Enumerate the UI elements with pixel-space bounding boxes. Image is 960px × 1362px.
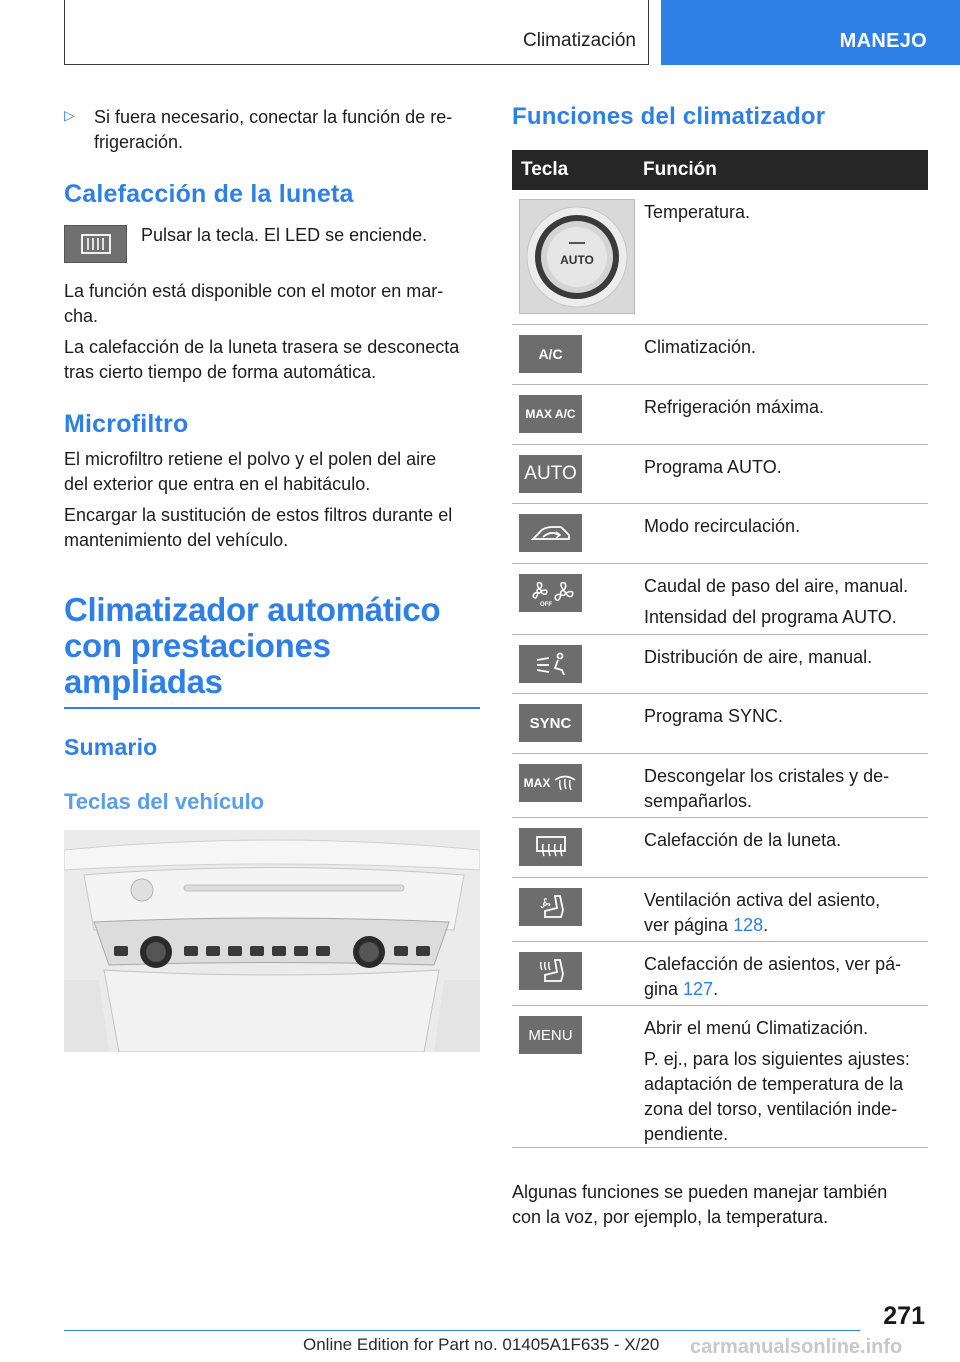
max-defrost-icon [519, 764, 582, 802]
seat-heating-icon [519, 952, 582, 990]
svg-text:OFF: OFF [539, 602, 552, 607]
text-line: Encargar la sustitución de estos filtros durante el [64, 505, 453, 525]
table-row [512, 445, 928, 504]
heading-vehicle-keys: Teclas del vehículo [64, 789, 265, 814]
table-header [512, 150, 928, 190]
row-text-line: pendiente. [644, 1124, 729, 1144]
row-text-line: Calefacción de asientos, ver pá- [644, 954, 902, 974]
chapter-tab[interactable] [661, 0, 960, 65]
row-icon-label: MAX A/C [525, 407, 576, 421]
heading-sumario: Sumario [64, 734, 158, 760]
heading-climate-functions: Funciones del climatizador [512, 103, 826, 130]
row-icon-label: SYNC [529, 714, 572, 732]
rear-defrost-key-icon [64, 225, 127, 263]
row-icon-label: AUTO [560, 252, 594, 267]
footer-divider [64, 1330, 860, 1331]
row-text-line: Caudal de paso del aire, manual. [644, 576, 909, 596]
rear-defrost-icon [519, 828, 582, 866]
recirculation-icon [519, 514, 582, 552]
row-text-line: ver página 128. [644, 915, 769, 935]
row-text-line: sempañarlos. [644, 791, 753, 811]
heading-line: Climatizador automático [64, 591, 441, 628]
row-text-line: Descongelar los cristales y de- [644, 766, 890, 786]
page-number: 271 [883, 1302, 925, 1330]
chapter-heading [64, 592, 480, 700]
text-line: cha. [64, 306, 99, 326]
row-text: Calefacción de la luneta. [644, 830, 842, 850]
table-row [512, 1006, 928, 1148]
table-row [512, 325, 928, 385]
ac-icon [519, 335, 582, 373]
row-text: Programa AUTO. [644, 457, 782, 477]
page-link-128[interactable]: 128 [733, 915, 764, 935]
row-text: Refrigeración máxima. [644, 397, 825, 417]
bullet-text-line-1: Si fuera necesario, conectar la función de re- [94, 107, 453, 127]
voice-control-note [512, 1180, 928, 1230]
text-line: La calefacción de la luneta trasera se desconecta [64, 337, 460, 357]
row-text: Temperatura. [644, 202, 751, 222]
paragraph-availability [64, 279, 480, 329]
column-header-key: Tecla [521, 159, 569, 180]
text-line: del exterior que entra en el habitáculo. [64, 474, 371, 494]
air-distribution-icon [519, 645, 582, 683]
max-ac-icon [519, 395, 582, 433]
row-text [644, 952, 926, 1002]
table-row [512, 190, 928, 325]
functions-table [512, 150, 928, 1148]
table-row [512, 942, 928, 1006]
text-line: El microfiltro retiene el polvo y el polen del aire [64, 449, 437, 469]
paragraph-filter-replacement [64, 503, 480, 553]
column-header-function: Función [643, 159, 717, 180]
text-line: Algunas funciones se pueden manejar también [512, 1182, 888, 1202]
vehicle-controls-illustration [64, 830, 480, 1052]
heading-line: con prestaciones [64, 627, 331, 664]
table-row [512, 754, 928, 818]
bullet-arrow-icon: ▷ [64, 107, 75, 123]
row-text [644, 1016, 926, 1147]
heading-divider [64, 707, 480, 709]
menu-icon [519, 1016, 582, 1054]
auto-icon [519, 455, 582, 493]
row-text [644, 888, 926, 938]
row-text-line: P. ej., para los siguientes ajustes: [644, 1049, 910, 1069]
fan-icon [519, 574, 582, 612]
rear-key-instruction: Pulsar la tecla. El LED se enciende. [141, 225, 428, 245]
auto-knob-icon [519, 199, 635, 314]
text-line: mantenimiento del vehículo. [64, 530, 289, 550]
row-text-line: adaptación de temperatura de la [644, 1074, 904, 1094]
bullet-item [64, 105, 480, 157]
sync-icon [519, 704, 582, 742]
heading-line: ampliadas [64, 663, 223, 700]
table-row [512, 818, 928, 878]
row-icon-label: AUTO [524, 463, 577, 484]
edition-text: Online Edition for Part no. 01405A1F635 - X/20 [303, 1335, 660, 1354]
text-line: tras cierto tiempo de forma automática. [64, 362, 377, 382]
seat-ventilation-icon [519, 888, 582, 926]
chapter-label: MANEJO [839, 30, 927, 52]
watermark: carmanualsonline.info [690, 1336, 903, 1358]
text-line: La función está disponible con el motor en mar- [64, 281, 444, 301]
section-title: Climatización [523, 30, 636, 51]
bullet-text-line-2: frigeración. [94, 132, 184, 152]
row-text: Distribución de aire, manual. [644, 647, 873, 667]
header-title-box [64, 0, 649, 65]
row-icon-label: MENU [528, 1026, 573, 1044]
row-icon-label: MAX [523, 776, 551, 790]
table-row [512, 878, 928, 942]
row-icon-label: A/C [538, 346, 563, 362]
text-line: con la voz, por ejemplo, la temperatura. [512, 1207, 829, 1227]
row-text [644, 764, 926, 814]
table-row [512, 635, 928, 694]
table-row [512, 694, 928, 754]
row-text-line: Abrir el menú Climatización. [644, 1018, 869, 1038]
row-text-line: Intensidad del programa AUTO. [644, 607, 897, 627]
row-text [644, 574, 926, 630]
table-row [512, 385, 928, 445]
table-row [512, 504, 928, 564]
row-text-line: zona del torso, ventilación inde- [644, 1099, 898, 1119]
row-text: Modo recirculación. [644, 516, 801, 536]
paragraph-auto-off [64, 335, 480, 385]
row-text-line: Ventilación activa del asiento, [644, 890, 881, 910]
row-text: Climatización. [644, 337, 757, 357]
heading-rear-window-heating: Calefacción de la luneta [64, 180, 354, 208]
table-row [512, 564, 928, 635]
paragraph-microfilter [64, 447, 480, 497]
row-text-line: gina 127. [644, 979, 719, 999]
heading-microfilter: Microfiltro [64, 410, 189, 438]
page-link-127[interactable]: 127 [683, 979, 714, 999]
row-text: Programa SYNC. [644, 706, 784, 726]
